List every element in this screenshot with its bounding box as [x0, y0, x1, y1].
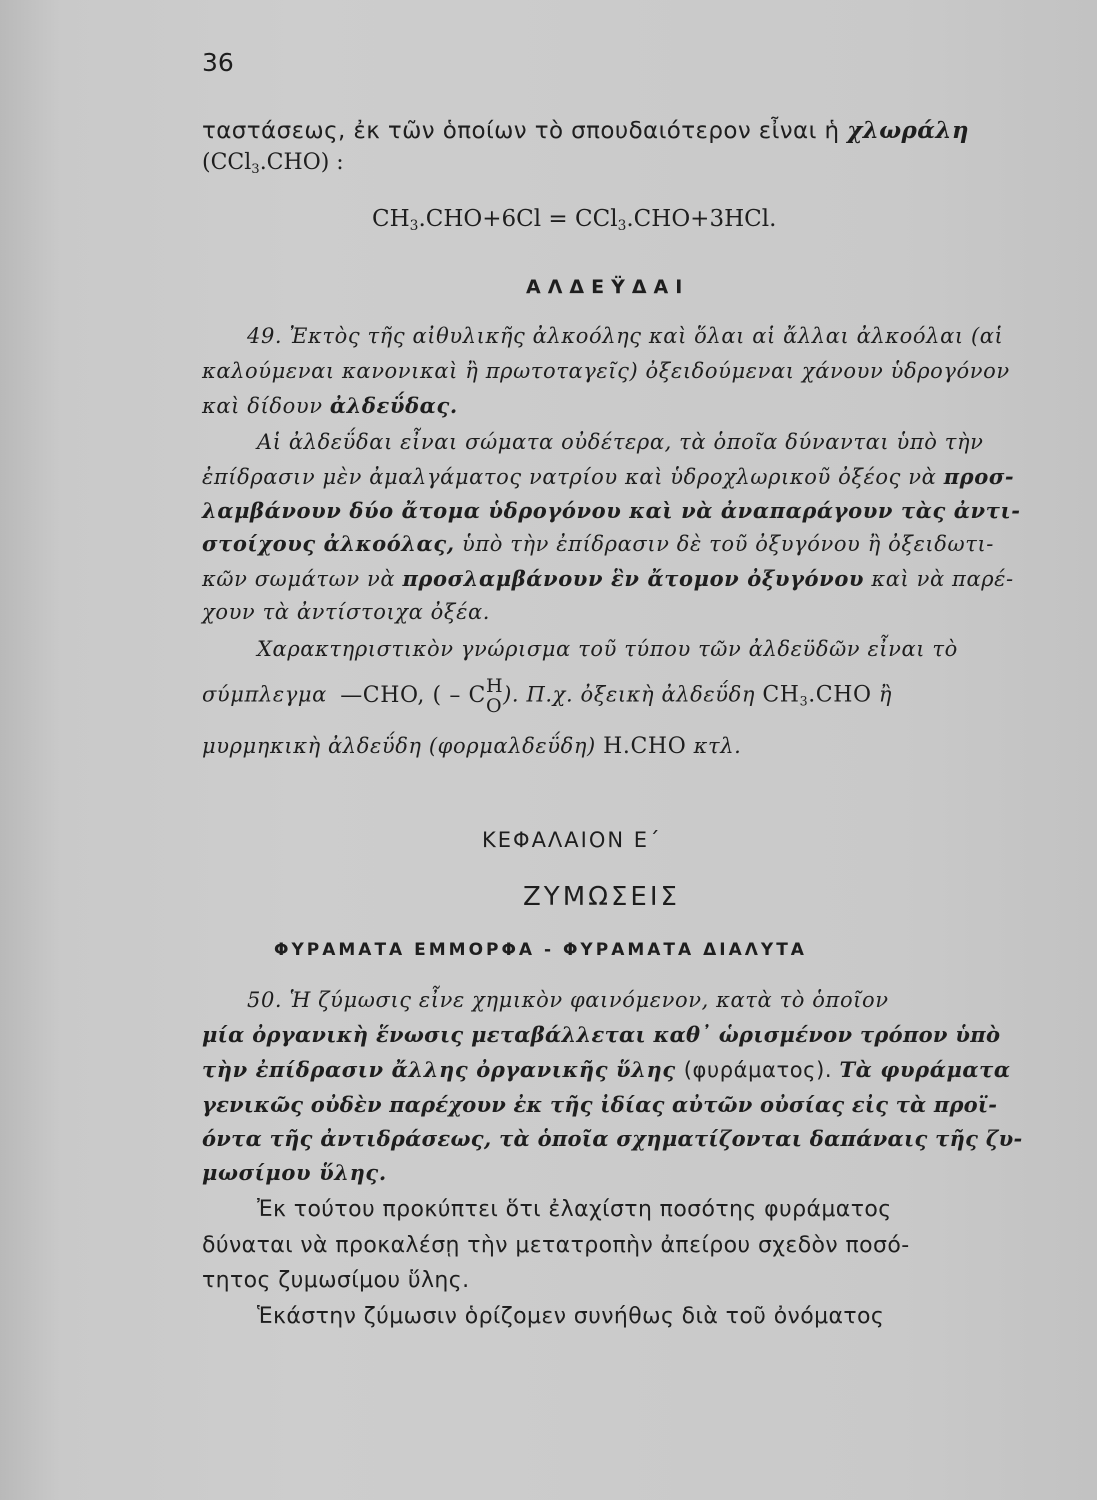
chemical-equation: $CH_3.CHO+6Cl = CCl_3.CHO+3HCl$. [372, 206, 777, 234]
paragraph-50-line-5: όντα τῆς ἀντιδράσεως, τὰ ὁποῖα σχηματίζονται δαπάναις τῆς ζυ- [202, 1126, 1023, 1151]
section-heading-aldehydes: ΑΛΔΕΫΔΑΙ [526, 276, 690, 298]
paragraph-4-line-1: Ἐκ τούτου προκύπτει ὅτι ἐλαχίστη ποσότης φυράματος [257, 1197, 892, 1222]
chapter-subheading: ΦΥΡΑΜΑΤΑ ΕΜΜΟΡΦΑ - ΦΥΡΑΜΑΤΑ ΔΙΑΛΥΤΑ [274, 940, 807, 960]
paragraph-50-line-4: γενικῶς οὐδὲν παρέχουν ἐκ τῆς ἰδίας αὐτῶν οὐσίας εἰς τὰ προϊ- [202, 1092, 998, 1117]
paragraph-2-line-5: κῶν σωμάτων νὰ προσλαμβάνουν ἓν ἄτομον ὀξυγόνου καὶ νὰ παρέ- [202, 566, 1014, 591]
paragraph-3-line-3: μυρμηκικὴ ἀλδεΰδη (φορμαλδεΰδη) H.CHO κτλ. [202, 734, 742, 759]
paragraph-2-line-3: λαμβάνουν δύο ἄτομα ὑδρογόνου καὶ νὰ ἀναπαράγουν τὰς ἀντι- [202, 498, 1021, 523]
paragraph-49-line-2: καλούμεναι κανονικαὶ ἢ πρωτοταγεῖς) ὀξειδούμεναι χάνουν ὑδρογόνον [202, 359, 1010, 383]
aldehyde-group-fraction: H O [485, 675, 504, 717]
paragraph-2-line-6: χουν τὰ ἀντίστοιχα ὀξέα. [202, 600, 490, 624]
paragraph-50-line-3: τὴν ἐπίδρασιν ἄλλης ὀργανικῆς ὕλης (φυράματος). Τὰ φυράματα [202, 1057, 1011, 1082]
paragraph-2-line-4: στοίχους ἀλκοόλας, ὑπὸ τὴν ἐπίδρασιν δὲ τοῦ ὀξυγόνου ἢ ὀξειδωτι- [202, 531, 994, 556]
paragraph-2-line-2: ἐπίδρασιν μὲν ἀμαλγάματος νατρίου καὶ ὑδροχλωρικοῦ ὀξέος νὰ προσ- [202, 464, 1015, 489]
text-line-1: ταστάσεως, ἐκ τῶν ὁποίων τὸ σπουδαιότερον εἶναι ἡ χλωράλη [202, 117, 969, 144]
paragraph-4-line-2: δύναται νὰ προκαλέσῃ τὴν μετατροπὴν ἀπείρου σχεδὸν ποσό- [202, 1233, 910, 1258]
paragraph-3-line-2: σύμπλεγμα —CHO, ( – C H O ). Π.χ. ὀξεικὴ ἀλδεΰδη $CH_3.CHO$ ἢ [202, 675, 893, 717]
chapter-title: ΖΥΜΩΣΕΙΣ [523, 882, 680, 912]
paragraph-50-line-1: 50. Ἡ ζύμωσις εἶνε χημικὸν φαινόμενον, κατὰ τὸ ὁποῖον [247, 988, 889, 1012]
text-line-2: (CCl$_3$.CHO) : [202, 150, 344, 177]
paragraph-2-line-1: Αἱ ἀλδεΰδαι εἶναι σώματα οὐδέτερα, τὰ ὁποῖα δύνανται ὑπὸ τὴν [257, 430, 984, 454]
paragraph-49-line-1: 49. Ἐκτὸς τῆς αἰθυλικῆς ἀλκοόλης καὶ ὅλαι αἱ ἄλλαι ἀλκοόλαι (αἱ [247, 324, 1004, 348]
page-number: 36 [202, 48, 234, 77]
paragraph-50-line-2: μία ὀργανικὴ ἕνωσις μεταβάλλεται καθ᾽ ὡρισμένον τρόπον ὑπὸ [202, 1022, 1001, 1047]
paragraph-50-line-6: μωσίμου ὕλης. [202, 1160, 387, 1185]
paragraph-5-line-1: Ἑκάστην ζύμωσιν ὁρίζομεν συνήθως διὰ τοῦ ὀνόματος [257, 1304, 885, 1329]
paragraph-49-line-3: καὶ δίδουν ἀλδεΰδας. [202, 393, 458, 418]
paragraph-3-line-1: Χαρακτηριστικὸν γνώρισμα τοῦ τύπου τῶν ἀλδεϋδῶν εἶναι τὸ [257, 637, 958, 661]
paragraph-4-line-3: τητος ζυμωσίμου ὕλης. [202, 1268, 470, 1293]
chapter-heading: ΚΕΦΑΛΑΙΟΝ Ε΄ [482, 828, 662, 852]
